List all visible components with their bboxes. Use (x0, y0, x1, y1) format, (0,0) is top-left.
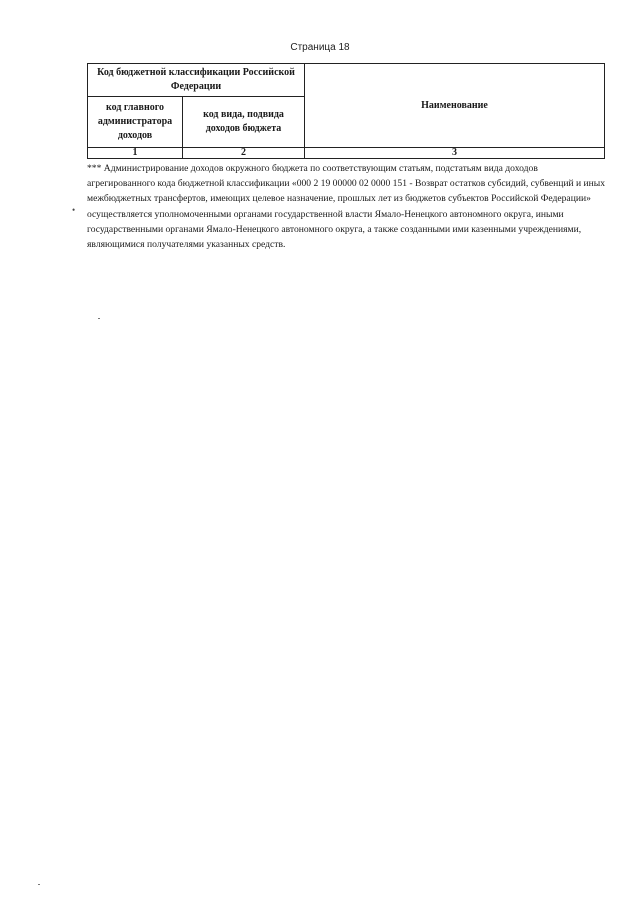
page-number: Страница 18 (290, 42, 350, 53)
budget-classification-table (87, 63, 605, 159)
admin-code-header-cell: код главного администратора доходов (88, 97, 183, 148)
table-number-row (88, 148, 605, 159)
scan-speck (98, 318, 100, 319)
column-number-2: 2 (183, 148, 305, 159)
table-header-row-group (88, 64, 605, 97)
scan-speck (38, 884, 40, 885)
name-header-cell: Наименование (305, 64, 605, 148)
footnote-text: *** Администрирование доходов окружного бюджета по соответствующим статьям, подстатьям вида доходов агрегированного кода бюджетной классификации «000 2 19 00000 02 0000 151 - Возврат остатков субсидий, субвенций и иных межбюджетных трансфертов, имеющих целевое назначение, прошлых лет из бюджетов субъектов Российской Федерации» осуществляется уполномоченными органами государственной власти Ямало-Ненецкого автономного округа, иными государственными органами Ямало-Ненецкого автономного округа, а также созданными ими казенными учреждениями, являющимися получателями указанных средств. (87, 163, 606, 251)
margin-bullet-mark: • (72, 205, 76, 215)
group-header-cell: Код бюджетной классификации Российской Федерации (88, 64, 305, 97)
income-code-header-cell: код вида, подвида доходов бюджета (183, 97, 305, 148)
column-number-1: 1 (88, 148, 183, 159)
column-number-3: 3 (305, 148, 605, 159)
